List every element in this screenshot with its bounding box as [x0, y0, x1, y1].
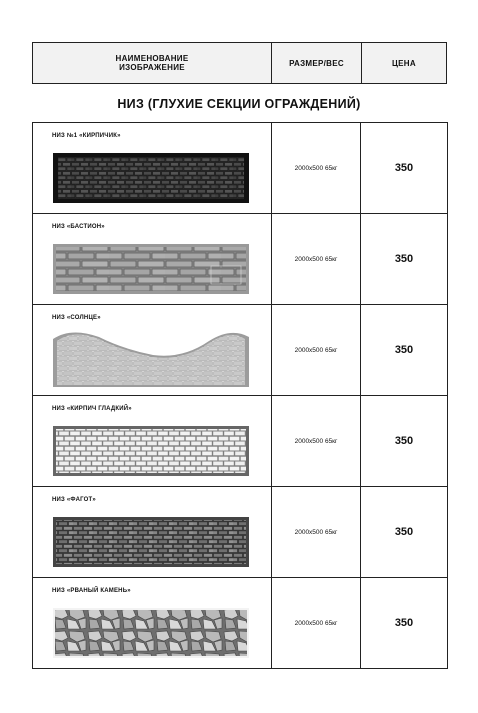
section-title: НИЗ (ГЛУХИЕ СЕКЦИИ ОГРАЖДЕНИЙ): [117, 97, 361, 111]
size-cell: 2000х500 65кг: [272, 305, 361, 396]
size-cell: 2000х500 65кг: [272, 123, 361, 214]
product-name: НИЗ «БАСТИОН»: [52, 224, 105, 230]
price-cell: 350: [361, 578, 448, 669]
table-header: [32, 42, 447, 84]
price-cell: 350: [361, 396, 448, 487]
product-name: НИЗ «ФАГОТ»: [52, 497, 96, 503]
product-name: НИЗ «РВАНЫЙ КАМЕНЬ»: [52, 588, 131, 594]
panel-kirpich-gladkiy-image: [53, 426, 249, 476]
panel-fagot-image: [53, 517, 249, 567]
panel-solntse-image: [53, 331, 249, 387]
table-row: [33, 487, 448, 578]
table-row: [33, 578, 448, 669]
header-size-weight: РАЗМЕР/ВЕС: [272, 43, 362, 83]
size-cell: 2000х500 65кг: [272, 487, 361, 578]
table-row: [33, 396, 448, 487]
table-row: [33, 123, 448, 214]
product-cell: [33, 123, 272, 214]
product-name: НИЗ «СОЛНЦЕ»: [52, 315, 101, 321]
product-cell: [33, 396, 272, 487]
price-cell: 350: [361, 214, 448, 305]
table-row: [33, 214, 448, 305]
product-cell: [33, 578, 272, 669]
price-cell: 350: [361, 487, 448, 578]
size-cell: 2000х500 65кг: [272, 578, 361, 669]
panel-bastion-image: [53, 244, 249, 294]
panel-rvaniy-kamen-image: [53, 608, 249, 658]
header-name-image: НАИМЕНОВАНИЕ ИЗОБРАЖЕНИЕ: [33, 43, 272, 83]
size-cell: 2000х500 65кг: [272, 214, 361, 305]
price-table: [32, 122, 448, 669]
product-name: НИЗ «КИРПИЧ ГЛАДКИЙ»: [52, 406, 132, 412]
product-name: НИЗ №1 «КИРПИЧИК»: [52, 133, 121, 139]
header-price: ЦЕНА: [392, 58, 416, 68]
price-cell: 350: [361, 305, 448, 396]
size-cell: 2000х500 65кг: [272, 396, 361, 487]
product-cell: [33, 214, 272, 305]
panel-kirpichik-image: [53, 153, 249, 203]
product-cell: [33, 487, 272, 578]
product-cell: [33, 305, 272, 396]
price-cell: 350: [361, 123, 448, 214]
table-row: [33, 305, 448, 396]
